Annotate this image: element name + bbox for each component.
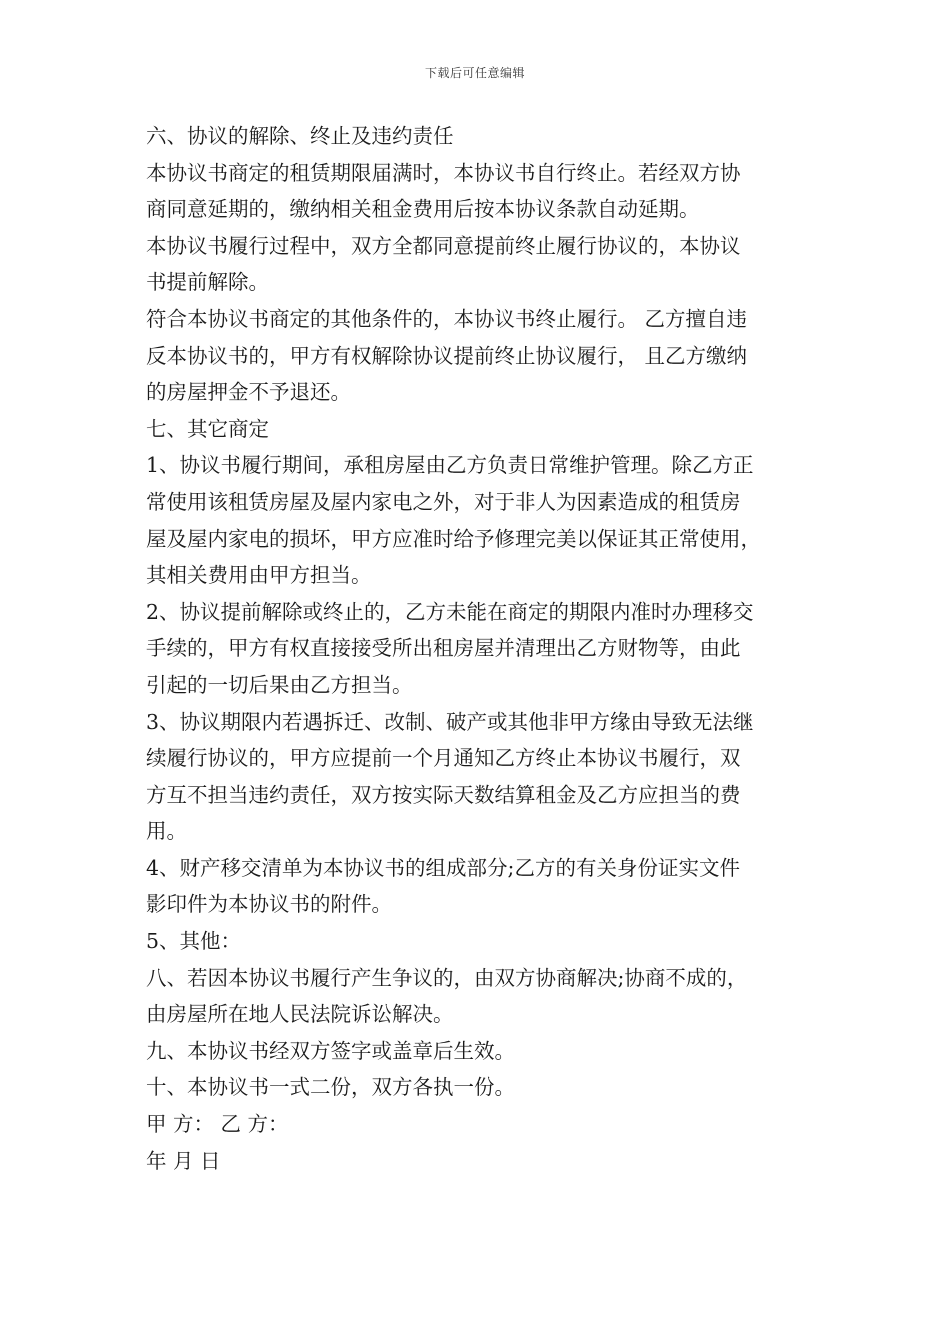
text-line: 影印件为本协议书的附件。 (146, 892, 392, 917)
text-line: 用。 (146, 819, 187, 844)
section-heading-10: 十、本协议书一式二份，双方各执一份。 (146, 1075, 515, 1100)
section-heading-6: 六、协议的解除、终止及违约责任 (146, 124, 454, 148)
signature-parties-line: 甲 方： 乙 方： (146, 1112, 289, 1137)
text-line: 的房屋押金不予退还。 (146, 380, 351, 405)
text-line: 本协议书履行过程中，双方全都同意提前终止履行协议的，本协议 (146, 233, 741, 258)
text-line: 5、其他： (146, 929, 242, 954)
text-line: 方互不担当违约责任，双方按实际天数结算租金及乙方应担当的费 (146, 782, 741, 807)
date-line: 年 月 日 (146, 1148, 221, 1173)
text-line: 反本协议书的，甲方有权解除协议提前终止协议履行， 且乙方缴纳 (146, 343, 748, 368)
section-heading-7: 七、其它商定 (146, 416, 269, 441)
text-line: 4、财产移交清单为本协议书的组成部分;乙方的有关身份证实文件 (146, 855, 740, 880)
text-line: 屋及屋内家电的损坏，甲方应准时给予修理完美以保证其正常使用， (146, 526, 761, 551)
document-body (146, 118, 814, 1179)
text-line: 其相关费用由甲方担当。 (146, 563, 372, 588)
section-heading-9: 九、本协议书经双方签字或盖章后生效。 (146, 1038, 515, 1063)
text-line: 商同意延期的，缴纳相关租金费用后按本协议条款自动延期。 (146, 197, 700, 222)
text-line: 由房屋所在地人民法院诉讼解决。 (146, 1002, 454, 1027)
text-line: 手续的，甲方有权直接接受所出租房屋并清理出乙方财物等，由此 (146, 636, 741, 661)
page-header: 下载后可任意编辑 (424, 66, 525, 80)
text-line: 3、协议期限内若遇拆迁、改制、破产或其他非甲方缘由导致无法继 (146, 709, 754, 734)
text-line: 常使用该租赁房屋及屋内家电之外，对于非人为因素造成的租赁房 (146, 489, 741, 514)
text-line: 符合本协议书商定的其他条件的，本协议书终止履行。 乙方擅自违 (146, 306, 748, 331)
text-line: 书提前解除。 (146, 270, 269, 295)
text-line: 本协议书商定的租赁期限届满时，本协议书自行终止。若经双方协 (146, 160, 741, 185)
text-line: 续履行协议的，甲方应提前一个月通知乙方终止本协议书履行，双 (146, 746, 741, 771)
text-line: 引起的一切后果由乙方担当。 (146, 672, 413, 697)
text-line: 1、协议书履行期间，承租房屋由乙方负责日常维护管理。除乙方正 (146, 453, 754, 478)
text-line: 2、协议提前解除或终止的，乙方未能在商定的期限内准时办理移交 (146, 599, 754, 624)
section-heading-8: 八、若因本协议书履行产生争议的，由双方协商解决;协商不成的， (146, 965, 748, 990)
